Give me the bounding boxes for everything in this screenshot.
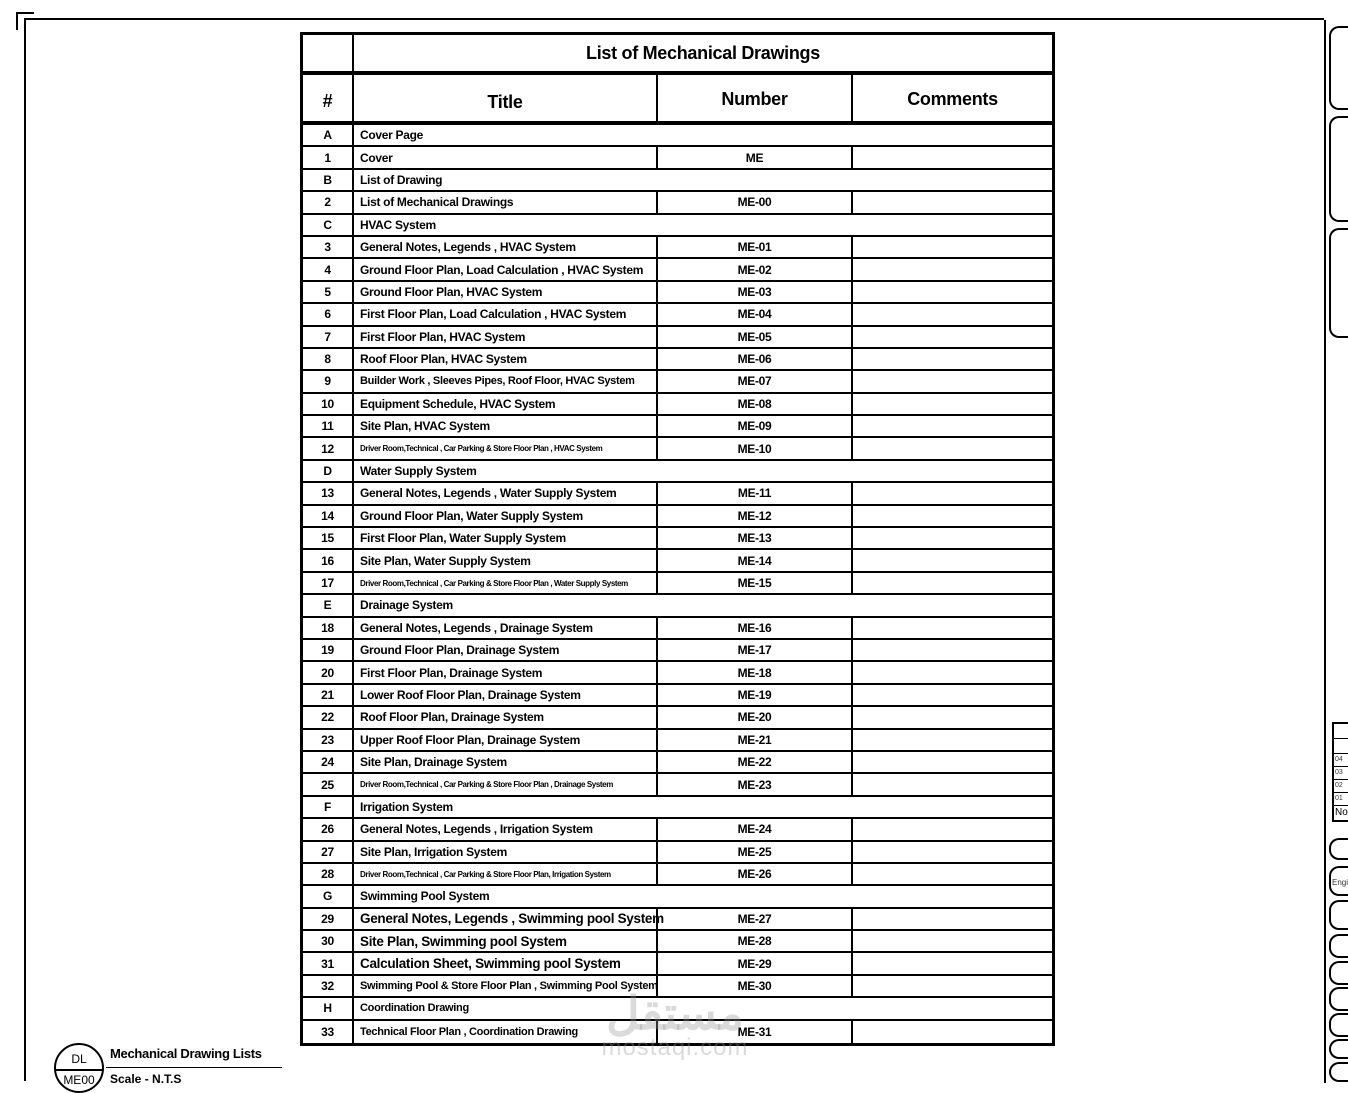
row-number: 26 <box>303 819 354 839</box>
drawing-comments <box>853 506 1052 526</box>
table-row <box>303 909 1052 931</box>
drawing-title: Driver Room,Technical , Car Parking & Store Floor Plan, Irrigation System <box>354 864 658 884</box>
drawing-comments <box>853 931 1052 951</box>
table-row <box>303 842 1052 864</box>
section-title: List of Drawing <box>360 172 443 187</box>
watermark-arabic: مستقل <box>606 987 744 1039</box>
drawing-title: Driver Room,Technical , Car Parking & Store Floor Plan , Drainage System <box>354 774 658 794</box>
title-block-box-4 <box>1329 838 1348 860</box>
revision-table <box>1332 722 1348 822</box>
drawing-number: ME <box>658 147 853 167</box>
drawing-number: ME-01 <box>658 237 853 257</box>
drawing-label-scale: Scale - N.T.S <box>110 1072 182 1086</box>
table-row <box>303 528 1052 550</box>
drawing-comments <box>853 909 1052 929</box>
drawing-comments <box>853 842 1052 862</box>
table-row <box>303 506 1052 528</box>
row-number: 9 <box>303 371 354 391</box>
title-row-blank <box>303 35 354 71</box>
drawing-number: ME-19 <box>658 685 853 705</box>
drawing-comments <box>853 438 1052 458</box>
drawing-title: Cover <box>354 147 658 167</box>
drawing-title: Site Plan, Drainage System <box>354 752 658 772</box>
section-letter: E <box>303 595 354 615</box>
drawing-number: ME-05 <box>658 327 853 347</box>
drawing-number: ME-13 <box>658 528 853 548</box>
drawing-number: ME-22 <box>658 752 853 772</box>
row-number: 30 <box>303 931 354 951</box>
drawing-comments <box>853 730 1052 750</box>
drawing-number: ME-11 <box>658 483 853 503</box>
drawing-number: ME-27 <box>658 909 853 929</box>
table-row <box>303 976 1052 998</box>
table-row <box>303 685 1052 707</box>
drawing-comments <box>853 528 1052 548</box>
drawing-number: ME-02 <box>658 259 853 279</box>
section-row <box>303 461 1052 483</box>
title-block-fragment: Engi <box>1332 878 1348 887</box>
title-block-box-8 <box>1329 961 1348 985</box>
drawing-number: ME-31 <box>658 1021 853 1043</box>
drawing-comments <box>853 192 1052 212</box>
row-number: 7 <box>303 327 354 347</box>
drawing-number: ME-20 <box>658 707 853 727</box>
drawing-title: Roof Floor Plan, Drainage System <box>354 707 658 727</box>
title-block-box-9 <box>1329 987 1348 1011</box>
drawing-title: Swimming Pool & Store Floor Plan , Swimming Pool System <box>354 976 658 996</box>
table-row <box>303 483 1052 505</box>
drawing-comments <box>853 864 1052 884</box>
table-row <box>303 819 1052 841</box>
drawing-comments <box>853 707 1052 727</box>
row-number: 32 <box>303 976 354 996</box>
section-title: HVAC System <box>360 217 436 232</box>
title-block-box-2 <box>1329 116 1348 222</box>
drawing-title: Builder Work , Sleeves Pipes, Roof Floor, HVAC System <box>354 371 658 391</box>
table-row <box>303 707 1052 729</box>
row-number: 25 <box>303 774 354 794</box>
table-row <box>303 550 1052 572</box>
row-number: 29 <box>303 909 354 929</box>
table-row <box>303 259 1052 281</box>
drawing-number: ME-28 <box>658 931 853 951</box>
drawing-title: First Floor Plan, Water Supply System <box>354 528 658 548</box>
drawing-comments <box>853 237 1052 257</box>
revision-row-blank <box>1334 724 1348 739</box>
row-number: 19 <box>303 640 354 660</box>
header-comments: Comments <box>907 89 998 109</box>
drawing-title: Ground Floor Plan, Water Supply System <box>354 506 658 526</box>
table-title: List of Mechanical Drawings <box>586 42 820 63</box>
table-row <box>303 774 1052 796</box>
table-row <box>303 931 1052 953</box>
header-number: Number <box>658 75 853 121</box>
row-number: 3 <box>303 237 354 257</box>
row-number: 23 <box>303 730 354 750</box>
drawing-number: ME-04 <box>658 304 853 324</box>
row-number: 5 <box>303 282 354 302</box>
table-row <box>303 237 1052 259</box>
drawing-comments <box>853 685 1052 705</box>
header-num: # <box>303 75 354 121</box>
table-row <box>303 640 1052 662</box>
section-letter: H <box>303 998 354 1018</box>
drawing-number: ME-06 <box>658 349 853 369</box>
drawing-comments <box>853 394 1052 414</box>
drawing-number: ME-10 <box>658 438 853 458</box>
drawing-comments <box>853 819 1052 839</box>
drawing-title: Driver Room,Technical , Car Parking & Store Floor Plan , HVAC System <box>354 438 658 458</box>
drawing-title: First Floor Plan, HVAC System <box>354 327 658 347</box>
title-block-box-5 <box>1329 866 1348 896</box>
section-letter: C <box>303 215 354 235</box>
row-number: 24 <box>303 752 354 772</box>
drawing-comments <box>853 976 1052 996</box>
table-row <box>303 394 1052 416</box>
drawing-comments <box>853 349 1052 369</box>
section-letter: A <box>303 125 354 145</box>
section-letter: G <box>303 886 354 906</box>
table-row <box>303 730 1052 752</box>
drawing-title: Upper Roof Floor Plan, Drainage System <box>354 730 658 750</box>
drawing-title: Site Plan, Water Supply System <box>354 550 658 570</box>
drawing-number: ME-12 <box>658 506 853 526</box>
section-row <box>303 595 1052 617</box>
drawing-comments <box>853 573 1052 593</box>
drawing-comments <box>853 953 1052 973</box>
drawing-number: ME-24 <box>658 819 853 839</box>
revision-row: 04 <box>1334 754 1348 767</box>
section-row <box>303 998 1052 1020</box>
drawing-comments <box>853 662 1052 682</box>
title-block-strip <box>1324 20 1346 1083</box>
section-row <box>303 125 1052 147</box>
title-block-box-11 <box>1329 1039 1348 1059</box>
drawing-number: ME-17 <box>658 640 853 660</box>
drawing-comments <box>853 483 1052 503</box>
drawing-title: General Notes, Legends , HVAC System <box>354 237 658 257</box>
drawing-number: ME-23 <box>658 774 853 794</box>
table-row <box>303 282 1052 304</box>
title-block-box-6 <box>1329 900 1348 930</box>
section-title: Swimming Pool System <box>360 889 490 904</box>
row-number: 28 <box>303 864 354 884</box>
drawing-reference-bubble <box>54 1043 104 1093</box>
title-block-box-7 <box>1329 934 1348 958</box>
row-number: 18 <box>303 618 354 638</box>
drawing-title: First Floor Plan, Drainage System <box>354 662 658 682</box>
title-block-box-12 <box>1329 1062 1348 1082</box>
section-letter: B <box>303 170 354 190</box>
section-row <box>303 170 1052 192</box>
drawing-number: ME-30 <box>658 976 853 996</box>
section-letter: F <box>303 797 354 817</box>
drawing-number: ME-07 <box>658 371 853 391</box>
bubble-divider <box>56 1069 102 1071</box>
drawing-title: Ground Floor Plan, HVAC System <box>354 282 658 302</box>
drawing-label-title: Mechanical Drawing Lists <box>110 1046 262 1061</box>
revision-row: 01 <box>1334 793 1348 806</box>
section-title: Coordination Drawing <box>360 1002 469 1015</box>
row-number: 21 <box>303 685 354 705</box>
revision-row: 03 <box>1334 767 1348 780</box>
table-row <box>303 192 1052 214</box>
table-header-row <box>303 75 1052 125</box>
drawing-number: ME-15 <box>658 573 853 593</box>
drawing-comments <box>853 416 1052 436</box>
bubble-sheet-id: ME00 <box>63 1073 95 1087</box>
table-row <box>303 953 1052 975</box>
section-title: Cover Page <box>360 128 424 143</box>
row-number: 2 <box>303 192 354 212</box>
table-row <box>303 147 1052 169</box>
drawing-comments <box>853 618 1052 638</box>
drawing-comments <box>853 774 1052 794</box>
section-title: Drainage System <box>360 598 453 613</box>
drawing-number: ME-00 <box>658 192 853 212</box>
section-letter: D <box>303 461 354 481</box>
row-number: 1 <box>303 147 354 167</box>
drawing-title: Lower Roof Floor Plan, Drainage System <box>354 685 658 705</box>
drawing-comments <box>853 304 1052 324</box>
drawing-title: General Notes, Legends , Irrigation System <box>354 819 658 839</box>
row-number: 13 <box>303 483 354 503</box>
drawing-label-underline <box>106 1067 282 1068</box>
table-title-row <box>303 35 1052 75</box>
title-block-box-10 <box>1329 1013 1348 1037</box>
drawing-number: ME-03 <box>658 282 853 302</box>
header-title: Title <box>354 75 658 121</box>
drawing-title: Calculation Sheet, Swimming pool System <box>354 953 658 973</box>
drawing-number: ME-26 <box>658 864 853 884</box>
row-number: 27 <box>303 842 354 862</box>
watermark-latin: mostaqi.com <box>601 1034 749 1061</box>
table-row <box>303 416 1052 438</box>
revision-header: No <box>1335 807 1348 818</box>
drawing-comments <box>853 752 1052 772</box>
revision-row: 02 <box>1334 780 1348 793</box>
section-title: Water Supply System <box>360 464 477 479</box>
row-number: 8 <box>303 349 354 369</box>
row-number: 31 <box>303 953 354 973</box>
drawing-number: ME-29 <box>658 953 853 973</box>
drawing-list-table <box>300 32 1055 1046</box>
table-body <box>303 125 1052 1043</box>
drawing-comments <box>853 327 1052 347</box>
table-row <box>303 752 1052 774</box>
drawing-title: Site Plan, Irrigation System <box>354 842 658 862</box>
row-number: 22 <box>303 707 354 727</box>
drawing-comments <box>853 259 1052 279</box>
table-row <box>303 864 1052 886</box>
table-row <box>303 327 1052 349</box>
drawing-title: First Floor Plan, Load Calculation , HVAC System <box>354 304 658 324</box>
drawing-number: ME-09 <box>658 416 853 436</box>
drawing-title: Ground Floor Plan, Load Calculation , HVAC System <box>354 259 658 279</box>
row-number: 16 <box>303 550 354 570</box>
drawing-title: List of Mechanical Drawings <box>354 192 658 212</box>
row-number: 17 <box>303 573 354 593</box>
section-title: Irrigation System <box>360 799 453 814</box>
row-number: 10 <box>303 394 354 414</box>
row-number: 11 <box>303 416 354 436</box>
drawing-title: Roof Floor Plan, HVAC System <box>354 349 658 369</box>
section-row <box>303 797 1052 819</box>
row-number: 6 <box>303 304 354 324</box>
section-row <box>303 886 1052 908</box>
drawing-title: General Notes, Legends , Drainage System <box>354 618 658 638</box>
table-row <box>303 349 1052 371</box>
drawing-title: Site Plan, HVAC System <box>354 416 658 436</box>
drawing-title: General Notes, Legends , Swimming pool System <box>354 909 658 929</box>
table-row <box>303 573 1052 595</box>
drawing-comments <box>853 371 1052 391</box>
drawing-comments <box>853 1021 1052 1043</box>
drawing-title: Driver Room,Technical , Car Parking & Store Floor Plan , Water Supply System <box>354 573 658 593</box>
section-row <box>303 215 1052 237</box>
row-number: 12 <box>303 438 354 458</box>
drawing-comments <box>853 640 1052 660</box>
drawing-comments <box>853 550 1052 570</box>
table-row <box>303 662 1052 684</box>
drawing-number: ME-08 <box>658 394 853 414</box>
drawing-number: ME-25 <box>658 842 853 862</box>
row-number: 33 <box>303 1021 354 1043</box>
table-row <box>303 371 1052 393</box>
revision-row-blank <box>1334 739 1348 754</box>
drawing-title: Equipment Schedule, HVAC System <box>354 394 658 414</box>
table-row <box>303 438 1052 460</box>
drawing-title: General Notes, Legends , Water Supply System <box>354 483 658 503</box>
table-row <box>303 618 1052 640</box>
bubble-detail-id: DL <box>71 1052 87 1066</box>
drawing-number: ME-16 <box>658 618 853 638</box>
row-number: 15 <box>303 528 354 548</box>
row-number: 20 <box>303 662 354 682</box>
drawing-title: Ground Floor Plan, Drainage System <box>354 640 658 660</box>
drawing-comments <box>853 282 1052 302</box>
drawing-number: ME-21 <box>658 730 853 750</box>
drawing-comments <box>853 147 1052 167</box>
title-block-box-1 <box>1329 26 1348 110</box>
table-row <box>303 1021 1052 1043</box>
drawing-number: ME-18 <box>658 662 853 682</box>
drawing-title: Technical Floor Plan , Coordination Drawing <box>354 1021 658 1043</box>
drawing-number: ME-14 <box>658 550 853 570</box>
title-block-box-3 <box>1329 228 1348 338</box>
row-number: 14 <box>303 506 354 526</box>
row-number: 4 <box>303 259 354 279</box>
table-row <box>303 304 1052 326</box>
drawing-title: Site Plan, Swimming pool System <box>354 931 658 951</box>
